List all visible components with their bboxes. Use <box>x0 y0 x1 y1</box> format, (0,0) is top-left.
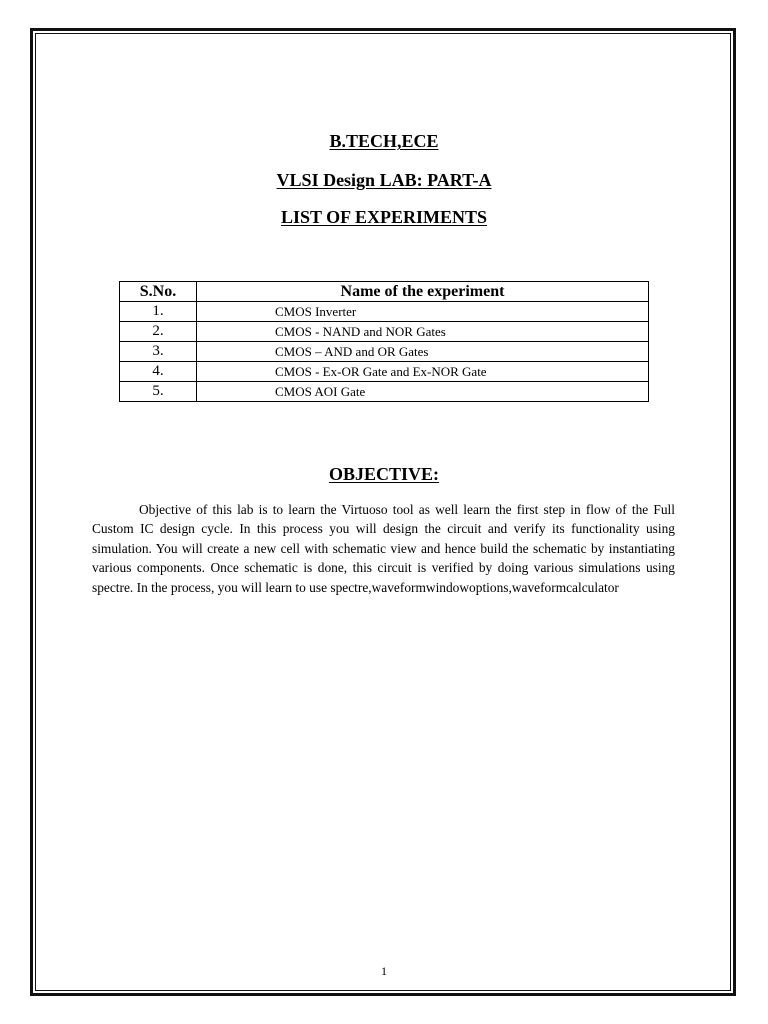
row-sno: 2. <box>120 322 197 342</box>
objective-heading: OBJECTIVE: <box>328 464 440 484</box>
row-name: CMOS - NAND and NOR Gates <box>197 322 649 342</box>
row-name: CMOS Inverter <box>197 302 649 322</box>
column-header-sno: S.No. <box>120 282 197 302</box>
table-row <box>120 342 649 362</box>
table-row <box>120 382 649 402</box>
table-header-row <box>120 282 649 302</box>
row-sno: 1. <box>120 302 197 322</box>
row-sno: 3. <box>120 342 197 362</box>
table-row <box>120 302 649 322</box>
course-heading: B.TECH,ECE <box>329 131 439 151</box>
row-name: CMOS AOI Gate <box>197 382 649 402</box>
row-name: CMOS – AND and OR Gates <box>197 342 649 362</box>
page-number: 1 <box>381 964 387 978</box>
column-header-name: Name of the experiment <box>197 282 649 302</box>
experiments-table <box>119 281 649 402</box>
lab-title: VLSI Design LAB: PART-A <box>276 170 492 190</box>
list-heading: LIST OF EXPERIMENTS <box>280 207 488 227</box>
table-row <box>120 322 649 342</box>
table-row <box>120 362 649 382</box>
row-sno: 4. <box>120 362 197 382</box>
row-sno: 5. <box>120 382 197 402</box>
row-name: CMOS - Ex-OR Gate and Ex-NOR Gate <box>197 362 649 382</box>
objective-paragraph: Objective of this lab is to learn the Virtuoso tool as well learn the first step in flow of the Full Custom IC design cycle. In this process you will design the circuit and verify its functionality using simulation. You will create a new cell with schematic view and hence build the schematic by instantiating various components. Once schematic is done, this circuit is verified by doing various simulations using spectre. In the process, you will learn to use spectre,waveformwindowoptions,waveformcalculator <box>92 502 675 595</box>
